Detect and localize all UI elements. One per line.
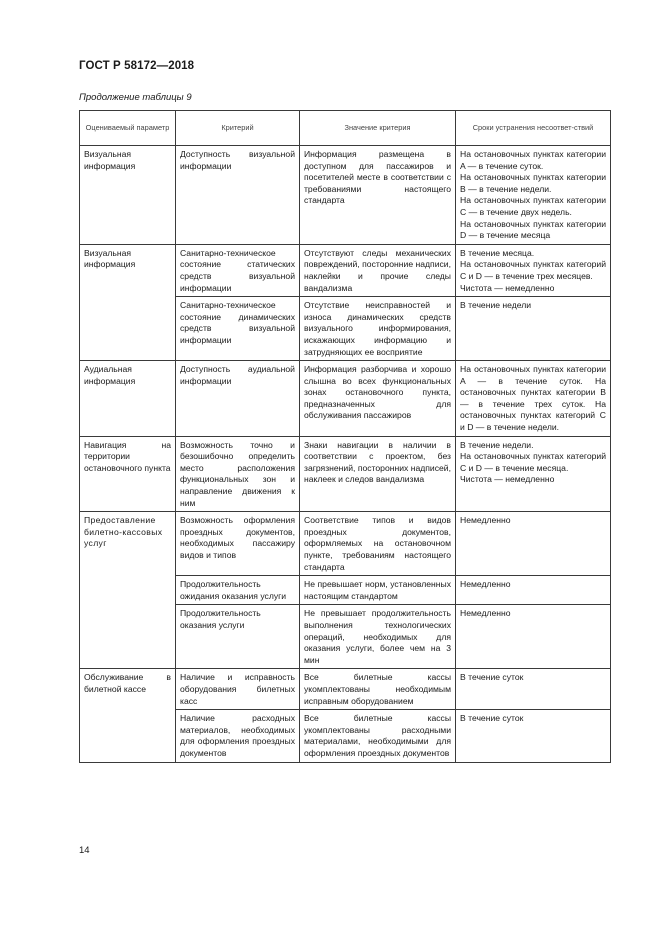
deadline-line: В течение недели	[460, 300, 532, 311]
value-cell: Все билетные кассы укомплектованы необходимым исправным оборудованием	[300, 669, 456, 710]
deadline-cell	[456, 512, 611, 576]
deadline-line: В течение суток	[460, 713, 524, 724]
deadline-line: Чистота — немедленно	[460, 474, 555, 485]
deadline-line: На остановочных пунктах категории B — в течение недели.	[460, 172, 606, 194]
deadline-line: На остановочных пунктах категории C — в течение двух недель.	[460, 195, 606, 217]
criterion-cell: Наличие и исправность оборудования билетных касс	[176, 669, 300, 710]
column-header-criterion: Критерий	[176, 111, 300, 146]
column-header-parameter: Оцениваемый параметр	[80, 111, 176, 146]
parameter-cell: Обслуживание в билетной кассе	[80, 669, 176, 762]
column-header-deadline: Сроки устранения несоответ-ствий	[456, 111, 611, 146]
deadline-cell	[456, 244, 611, 296]
deadline-cell	[456, 146, 611, 245]
value-cell: Все билетные кассы укомплектованы расходными материалами, необходимыми для оформления проездных документов	[300, 710, 456, 762]
table-row	[80, 146, 611, 245]
criterion-cell: Доступность аудиальной информации	[176, 361, 300, 437]
column-header-value: Значение критерия	[300, 111, 456, 146]
criterion-cell: Санитарно-техническое состояние динамических средств визуальной информации	[176, 297, 300, 361]
criterion-cell: Возможность точно и безошибочно определить место расположения функциональных зон и направление движения к ним	[176, 436, 300, 512]
deadline-cell	[456, 576, 611, 605]
table-row	[80, 512, 611, 576]
criteria-table	[79, 110, 611, 763]
value-cell: Не превышает норм, установленных настоящим стандартом	[300, 576, 456, 605]
value-cell: Информация разборчива и хорошо слышна во всех функциональных зонах остановочного пункта, предназначенных для обслуживания пассажиров	[300, 361, 456, 437]
deadline-line: На остановочных пунктах категории D — в течение месяца	[460, 218, 606, 241]
criterion-cell: Возможность оформления проездных документов, необходимых пассажиру видов и типов	[176, 512, 300, 576]
table-row	[80, 436, 611, 512]
deadline-line: В течение недели.	[460, 439, 534, 450]
document-header: ГОСТ Р 58172—2018	[79, 60, 195, 72]
deadline-cell	[456, 669, 611, 710]
criterion-cell: Продолжительность ожидания оказания услуги	[176, 576, 300, 605]
table-row	[80, 669, 611, 710]
deadline-line: В течение суток	[460, 672, 524, 683]
deadline-line: На остановочных пунктах категорий C и D — в течение месяца.	[460, 451, 606, 473]
value-cell: Информация размещена в доступном для пассажиров и посетителей месте в соответствии с требованиями настоящего стандарта	[300, 146, 456, 245]
criterion-cell: Санитарно-техническое состояние статических средств визуальной информации	[176, 244, 300, 296]
table-header-row	[80, 111, 611, 146]
deadline-line: Чистота — немедленно	[460, 282, 555, 293]
value-cell: Соответствие типов и видов проездных документов, оформляемых на остановочном пункте, требованиям настоящего стандарта	[300, 512, 456, 576]
parameter-cell: Визуальная информация	[80, 244, 176, 360]
parameter-cell: Визуальная информация	[80, 146, 176, 245]
value-cell: Отсутствуют следы механических повреждений, посторонние надписи, наклейки и прочие следы вандализма	[300, 244, 456, 296]
deadline-line: На остановочных пунктах категории A — в течение суток.	[460, 149, 606, 171]
deadline-line: В течение месяца.	[460, 247, 535, 258]
deadline-cell	[456, 361, 611, 437]
value-cell: Отсутствие неисправностей и износа динамических средств визуального информирования, искажающих информацию и затрудняющих ее восприятие	[300, 297, 456, 361]
value-cell: Знаки навигации в наличии в соответствии с проектом, без загрязнений, посторонних надписей, наклеек и следов вандализма	[300, 436, 456, 512]
deadline-line: Немедленно	[460, 515, 511, 526]
deadline-line: На остановочных пунктах категорий C и D — в течение трех месяцев.	[460, 259, 606, 281]
value-cell: Не превышает продолжительность выполнения технологических операций, необходимых для оказания услуги, более чем на 3 мин	[300, 605, 456, 669]
deadline-cell	[456, 605, 611, 669]
criterion-cell: Доступность визуальной информации	[176, 146, 300, 245]
deadline-line: На остановочных пунктах категории A — в течение суток. На остановочных пунктах категории B — в течение трех суток. На остановочных пунктах категорий C и D — в течение недели.	[460, 364, 606, 433]
deadline-cell	[456, 710, 611, 762]
table-row	[80, 361, 611, 437]
criterion-cell: Наличие расходных материалов, необходимых для оформления проездных документов	[176, 710, 300, 762]
deadline-cell	[456, 436, 611, 512]
deadline-line: Немедленно	[460, 579, 511, 590]
table-caption: Продолжение таблицы 9	[79, 92, 192, 103]
parameter-cell: Предоставление билетно-кассовых услуг	[80, 512, 176, 669]
table-row	[80, 244, 611, 296]
parameter-cell: Навигация на территории остановочного пункта	[80, 436, 176, 512]
parameter-cell: Аудиальная информация	[80, 361, 176, 437]
deadline-cell	[456, 297, 611, 361]
criterion-cell: Продолжительность оказания услуги	[176, 605, 300, 669]
deadline-line: Немедленно	[460, 608, 511, 619]
page-number: 14	[79, 845, 90, 856]
